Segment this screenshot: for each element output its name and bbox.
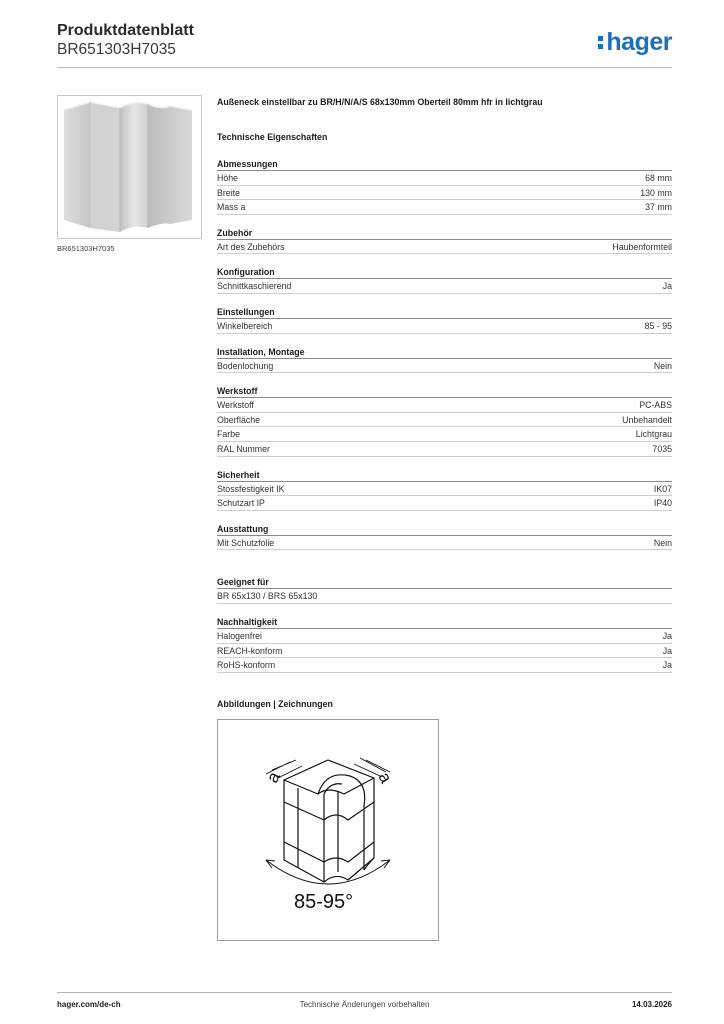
section-heading: Einstellungen bbox=[217, 306, 672, 319]
property-label: Mass a bbox=[217, 202, 246, 213]
section-heading: Nachhaltigkeit bbox=[217, 616, 672, 629]
property-row bbox=[217, 589, 672, 604]
property-row bbox=[217, 200, 672, 215]
product-details bbox=[217, 95, 672, 941]
section-heading: Ausstattung bbox=[217, 523, 672, 536]
article-number: BR651303H7035 bbox=[57, 41, 176, 58]
section-werkstoff bbox=[217, 385, 672, 456]
dimension-a-label-right: a bbox=[374, 768, 396, 786]
property-label: Art des Zubehörs bbox=[217, 241, 285, 252]
property-sections bbox=[217, 158, 672, 673]
section-einstellungen bbox=[217, 306, 672, 334]
property-row bbox=[217, 482, 672, 497]
property-row bbox=[217, 536, 672, 551]
property-value: Ja bbox=[662, 660, 672, 671]
property-value: Nein bbox=[653, 360, 672, 371]
property-row bbox=[217, 240, 672, 255]
page-header bbox=[57, 22, 672, 68]
property-row bbox=[217, 319, 672, 334]
property-label: Halogenfrei bbox=[217, 630, 262, 641]
product-photo-image bbox=[58, 96, 201, 238]
property-value: 68 mm bbox=[645, 173, 672, 183]
logo-dots-icon bbox=[597, 31, 605, 51]
technical-drawing bbox=[217, 719, 439, 941]
property-row bbox=[217, 186, 672, 201]
property-label: Bodenlochung bbox=[217, 360, 274, 371]
property-row bbox=[217, 629, 672, 644]
property-value: IP40 bbox=[653, 498, 672, 509]
section-ausstattung bbox=[217, 523, 672, 551]
section-installation-montage bbox=[217, 346, 672, 374]
property-label: Höhe bbox=[217, 173, 239, 183]
drawing-cap bbox=[318, 774, 365, 869]
property-label: Breite bbox=[217, 187, 240, 198]
property-value: Ja bbox=[662, 645, 672, 656]
property-value: Haubenformteil bbox=[612, 241, 672, 252]
property-label: REACH-konform bbox=[217, 645, 283, 656]
property-label: RAL Nummer bbox=[217, 443, 270, 454]
photo-caption: BR651303H7035 bbox=[57, 244, 115, 253]
property-value: Lichtgrau bbox=[635, 429, 672, 440]
section-nachhaltigkeit bbox=[217, 616, 672, 673]
footer-date: 14.03.2026 bbox=[631, 1000, 672, 1009]
section-heading: Zubehör bbox=[217, 227, 672, 240]
footer-url[interactable]: hager.com/de-ch bbox=[57, 1000, 121, 1009]
section-zubehör bbox=[217, 227, 672, 255]
page-title: Produktdatenblatt bbox=[57, 22, 194, 39]
product-photo bbox=[57, 95, 202, 239]
property-label: BR 65x130 / BRS 65x130 bbox=[217, 591, 318, 602]
angle-label: 85-95° bbox=[294, 890, 354, 913]
property-label: Farbe bbox=[217, 429, 240, 440]
section-heading: Sicherheit bbox=[217, 469, 672, 482]
property-value: 85 - 95 bbox=[644, 320, 672, 331]
property-value: Ja bbox=[662, 630, 672, 641]
property-value: 130 mm bbox=[640, 187, 672, 198]
drawings-heading: Abbildungen | Zeichnungen bbox=[217, 698, 333, 709]
property-row bbox=[217, 398, 672, 413]
property-row bbox=[217, 442, 672, 457]
property-row bbox=[217, 279, 672, 294]
drawing-left-face bbox=[284, 780, 324, 882]
section-heading: Geeignet für bbox=[217, 576, 672, 589]
corner-drawing-svg bbox=[218, 720, 438, 940]
property-label: RoHS-konform bbox=[217, 660, 276, 671]
property-label: Stossfestigkeit IK bbox=[217, 483, 285, 494]
property-row bbox=[217, 359, 672, 374]
property-row bbox=[217, 658, 672, 673]
hager-logo bbox=[597, 28, 672, 57]
property-row bbox=[217, 427, 672, 442]
section-heading: Werkstoff bbox=[217, 385, 672, 398]
logo-text: hager bbox=[606, 28, 672, 56]
section-heading: Installation, Montage bbox=[217, 346, 672, 359]
property-label: Schnittkaschierend bbox=[217, 281, 292, 292]
property-row bbox=[217, 413, 672, 428]
property-value: 37 mm bbox=[645, 202, 672, 213]
property-label: Werkstoff bbox=[217, 400, 254, 411]
angle-arc bbox=[266, 860, 390, 884]
property-row bbox=[217, 644, 672, 659]
property-value: IK07 bbox=[653, 483, 672, 494]
footer-note: Technische Änderungen vorbehalten bbox=[299, 1000, 430, 1009]
property-value: Unbehandelt bbox=[622, 414, 672, 425]
property-value: Nein bbox=[653, 537, 672, 548]
tech-properties-heading: Technische Eigenschaften bbox=[217, 132, 328, 142]
property-value: Ja bbox=[662, 281, 672, 292]
product-title: Außeneck einstellbar zu BR/H/N/A/S 68x130mm Oberteil 80mm hfr in lichtgrau bbox=[217, 97, 543, 107]
property-label: Oberfläche bbox=[217, 414, 261, 425]
property-row bbox=[217, 171, 672, 186]
page-footer bbox=[57, 992, 672, 1018]
dimension-a-label-left: a bbox=[262, 768, 284, 786]
section-sicherheit bbox=[217, 469, 672, 511]
property-label: Winkelbereich bbox=[217, 320, 273, 331]
property-label: Mit Schutzfolie bbox=[217, 537, 275, 548]
property-row bbox=[217, 496, 672, 511]
property-label: Schutzart IP bbox=[217, 498, 265, 509]
section-konfiguration bbox=[217, 266, 672, 294]
section-heading: Konfiguration bbox=[217, 266, 672, 279]
section-heading: Abmessungen bbox=[217, 158, 672, 171]
property-value: 7035 bbox=[652, 443, 672, 454]
property-value: PC-ABS bbox=[639, 400, 672, 411]
section-geeignet-für bbox=[217, 576, 672, 604]
section-abmessungen bbox=[217, 158, 672, 215]
